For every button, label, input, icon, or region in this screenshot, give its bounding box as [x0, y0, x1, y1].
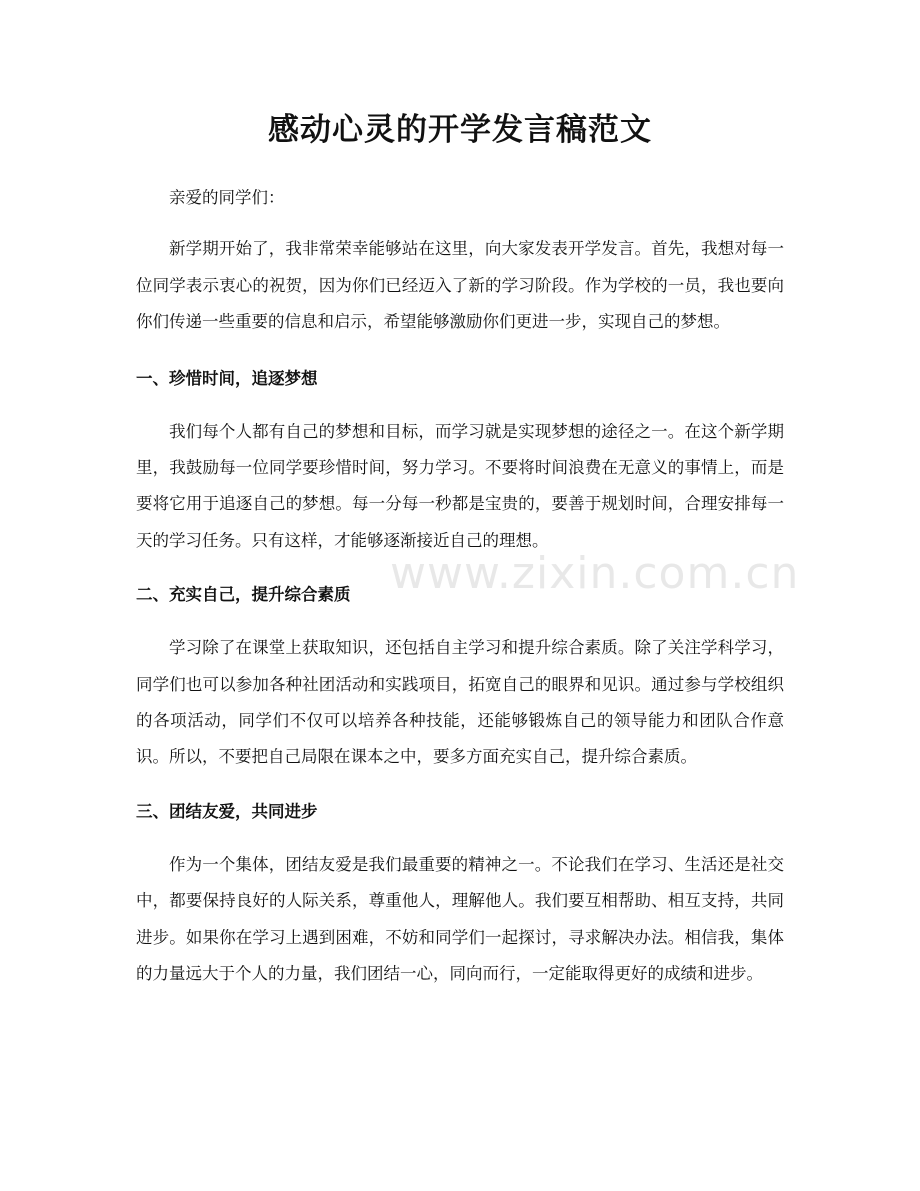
salutation: 亲爱的同学们：	[169, 188, 285, 207]
section-paragraph: 学习除了在课堂上获取知识，还包括自主学习和提升综合素质。除了关注学科学习，同学们也可以参加各种社团活动和实践项目，拓宽自己的眼界和见识。通过参与学校组织的各项活动，同学们不仅可以培养各种技能，还能够锻炼自己的领导能力和团队合作意识。所以，不要把自己局限在课本之中，要多方面充实自己，提升综合素质。	[136, 638, 784, 767]
watermark: www.zixin.com.cn	[390, 548, 800, 599]
section-paragraph: 我们每个人都有自己的梦想和目标，而学习就是实现梦想的途径之一。在这个新学期里，我鼓励每一位同学要珍惜时间，努力学习。不要将时间浪费在无意义的事情上，而是要将它用于追逐自己的梦想。每一分每一秒都是宝贵的，要善于规划时间，合理安排每一天的学习任务。只有这样，才能够逐渐接近自己的理想。	[136, 421, 784, 550]
document-body	[136, 180, 784, 1011]
document-title: 感动心灵的开学发言稿范文	[268, 112, 652, 148]
section-heading: 二、充实自己，提升综合素质	[136, 585, 351, 605]
section-1	[136, 361, 784, 560]
section-3	[136, 794, 784, 993]
section-paragraph: 作为一个集体，团结友爱是我们最重要的精神之一。不论我们在学习、生活还是社交中，都要保持良好的人际关系，尊重他人，理解他人。我们要互相帮助、相互支持，共同进步。如果你在学习上遇到困难，不妨和同学们一起探讨，寻求解决办法。相信我，集体的力量远大于个人的力量，我们团结一心，同向而行，一定能取得更好的成绩和进步。	[136, 854, 784, 984]
section-heading: 三、团结友爱，共同进步	[136, 801, 318, 821]
intro-paragraph: 新学期开始了，我非常荣幸能够站在这里，向大家发表开学发言。首先，我想对每一位同学表示衷心的祝贺，因为你们已经迈入了新的学习阶段。作为学校的一员，我也要向你们传递一些重要的信息和启示，希望能够激励你们更进一步，实现自己的梦想。	[136, 239, 784, 332]
section-2	[136, 577, 784, 776]
section-heading: 一、珍惜时间，追逐梦想	[136, 368, 318, 388]
